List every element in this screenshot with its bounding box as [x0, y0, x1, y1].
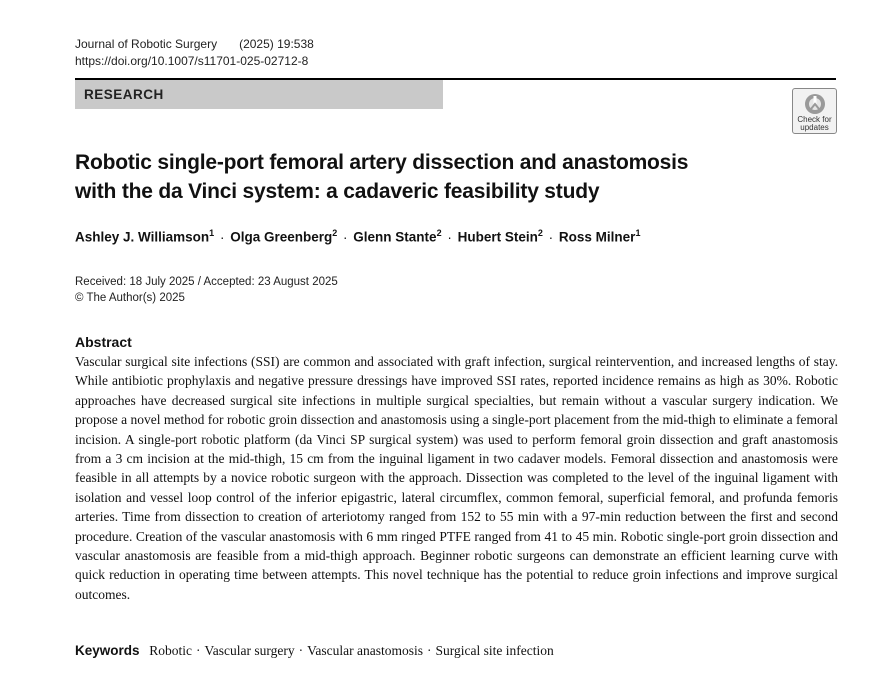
author-affiliation: 1: [635, 228, 641, 238]
paper-title: [75, 148, 775, 206]
abstract-heading: Abstract: [75, 334, 132, 350]
keywords-line: [75, 643, 554, 659]
doi-link[interactable]: https://doi.org/10.1007/s11701-025-02712-8: [75, 54, 309, 68]
keyword-item: Robotic: [149, 643, 193, 658]
received-accepted-dates: Received: 18 July 2025 / Accepted: 23 August 2025: [75, 276, 338, 288]
keyword-item: Vascular anastomosis: [307, 643, 424, 658]
author-name[interactable]: Olga Greenberg: [230, 229, 333, 245]
author-separator: ·: [548, 229, 554, 245]
author-separator: ·: [343, 229, 348, 245]
keyword-item: Surgical site infection: [435, 643, 554, 658]
journal-header: [75, 36, 314, 70]
publication-dates: [75, 274, 338, 306]
copyright-notice: © The Author(s) 2025: [75, 292, 185, 304]
keyword-separator: ·: [427, 643, 432, 658]
author-name[interactable]: Glenn Stante: [353, 229, 437, 245]
check-for-updates-badge[interactable]: [792, 88, 837, 134]
author-affiliation: 1: [209, 228, 215, 238]
keyword-separator: ·: [196, 643, 201, 658]
author-name[interactable]: Ross Milner: [558, 229, 636, 245]
check-for-updates-line2: updates: [800, 123, 829, 132]
keyword-item: Vascular surgery: [204, 643, 295, 658]
section-label: RESEARCH: [75, 80, 443, 109]
author-affiliation: 2: [436, 228, 442, 238]
journal-name: Journal of Robotic Surgery: [75, 37, 218, 51]
author-affiliation: 2: [537, 228, 543, 238]
check-for-updates-line1: Check for: [797, 115, 832, 124]
author-affiliation: 2: [332, 228, 338, 238]
paper-title-line1: Robotic single-port femoral artery dissection and anastomosis: [75, 151, 689, 174]
keywords-label: Keywords: [75, 643, 140, 658]
author-name[interactable]: Ashley J. Williamson: [75, 229, 210, 245]
keyword-separator: ·: [298, 643, 304, 658]
author-separator: ·: [219, 229, 225, 245]
author-name[interactable]: Hubert Stein: [457, 229, 538, 245]
author-list: [75, 228, 640, 245]
author-separator: ·: [447, 229, 452, 245]
journal-citation: (2025) 19:538: [239, 37, 314, 51]
abstract-text: Vascular surgical site infections (SSI) are common and associated with graft infection, surgical reintervention, and increased lengths of stay. While antibiotic prophylaxis and negative pressure dressings have improved SSI rates, reported incidence remains as high as 30%. Robotic approaches have decreased surgical site infections in multiple surgical specialties, but remain without a vascular surgery indication. We propose a novel method for robotic groin dissection and anastomosis using a single-port placement from the mid-thigh to eliminate a femoral incision. A single-port robotic platform (da Vinci SP surgical system) was used to perform femoral groin dissection and graft anastomosis from a 3 cm incision at the mid-thigh, 15 cm from the inguinal ligament in two cadaver models. Femoral dissection and anastomosis were feasible in all attempts by a novice robotic surgeon with the approach. Dissection was completed to the level of the inguinal ligament with isolation and vessel loop control of the inferior epigastric, lateral circumflex, common femoral, superficial femoral, and profunda femoris arteries. Time from dissection to creation of arteriotomy ranged from 152 to 55 min with a 97-min reduction between the first and second procedure. Creation of the vascular anastomosis with 6 mm ringed PTFE ranged from 41 to 45 min. Robotic single-port groin dissection and vascular anastomosis are feasible from a mid-thigh approach. Beginner robotic surgeons can demonstrate an efficient learning curve with quick reduction in operating time between attempts. This novel technique has the potential to reduce groin infections and improve surgical outcomes.: [75, 354, 838, 602]
check-for-updates-icon: [803, 92, 827, 116]
paper-title-line2: with the da Vinci system: a cadaveric feasibility study: [75, 180, 600, 203]
